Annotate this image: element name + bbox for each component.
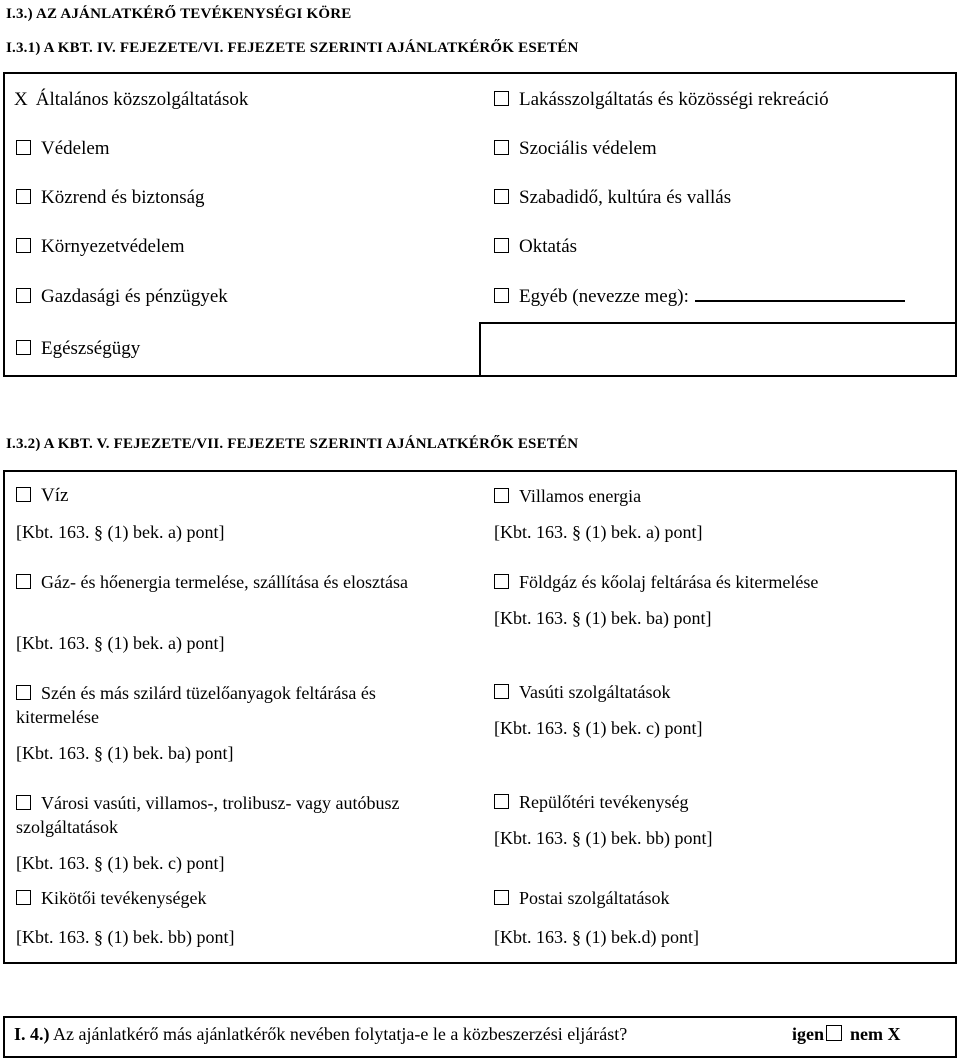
option-electricity[interactable]: Villamos energia	[494, 484, 641, 508]
question-number: I. 4.)	[14, 1024, 50, 1044]
checkbox-icon[interactable]	[16, 890, 31, 905]
section-heading-i3: I.3.) AZ AJÁNLATKÉRŐ TEVÉKENYSÉGI KÖRE	[6, 6, 352, 22]
ref-electricity: [Kbt. 163. § (1) bek. a) pont]	[494, 522, 703, 542]
ref-port-activities: [Kbt. 163. § (1) bek. bb) pont]	[16, 927, 235, 947]
checkbox-icon[interactable]	[494, 288, 509, 303]
checkbox-icon[interactable]	[16, 795, 31, 810]
ref-gas-oil-extraction: [Kbt. 163. § (1) bek. ba) pont]	[494, 608, 712, 628]
option-gas-heat[interactable]: Gáz- és hőenergia termelése, szállítása és elosztása	[16, 570, 456, 594]
option-gas-oil-extraction[interactable]: Földgáz és kőolaj feltárása és kitermelése	[494, 570, 818, 594]
no-checked-x-icon[interactable]: X	[887, 1024, 901, 1044]
checkbox-icon[interactable]	[16, 340, 31, 355]
option-housing-community[interactable]: Lakásszolgáltatás és közösségi rekreáció	[494, 88, 829, 112]
option-airport-activity[interactable]: Repülőtéri tevékenység	[494, 790, 688, 814]
section-heading-i31: I.3.1) A KBT. IV. FEJEZETE/VI. FEJEZETE SZERINTI AJÁNLATKÉRŐK ESETÉN	[6, 40, 579, 56]
yes-label: igen	[792, 1024, 825, 1044]
checkbox-icon[interactable]	[494, 794, 509, 809]
ref-railway-services: [Kbt. 163. § (1) bek. c) pont]	[494, 718, 703, 738]
ref-water: [Kbt. 163. § (1) bek. a) pont]	[16, 522, 225, 542]
ref-coal-solid-fuels: [Kbt. 163. § (1) bek. ba) pont]	[16, 743, 234, 763]
ref-postal-services: [Kbt. 163. § (1) bek.d) pont]	[494, 927, 699, 947]
checkbox-icon[interactable]	[16, 238, 31, 253]
question-i4	[14, 1024, 627, 1045]
checkbox-icon[interactable]	[16, 189, 31, 204]
option-water[interactable]: Víz	[16, 484, 68, 508]
option-education[interactable]: Oktatás	[494, 235, 577, 259]
checkbox-icon[interactable]	[494, 140, 509, 155]
inner-divider-vertical	[479, 322, 481, 377]
checkbox-icon[interactable]	[494, 488, 509, 503]
checkbox-icon[interactable]	[494, 91, 509, 106]
option-postal-services[interactable]: Postai szolgáltatások	[494, 886, 669, 910]
yes-no-answer	[792, 1024, 901, 1045]
option-coal-solid-fuels[interactable]: Szén és más szilárd tüzelőanyagok feltárása és kitermelése	[16, 683, 376, 727]
option-economic-financial[interactable]: Gazdasági és pénzügyek	[16, 285, 228, 309]
checkbox-icon[interactable]	[16, 140, 31, 155]
option-environment[interactable]: Környezetvédelem	[16, 235, 184, 259]
other-blank-line[interactable]	[695, 286, 905, 302]
yes-checkbox-icon[interactable]	[826, 1025, 842, 1041]
option-port-activities[interactable]: Kikötői tevékenységek	[16, 886, 206, 910]
no-label: nem	[850, 1024, 884, 1044]
checked-x-icon: X	[14, 89, 28, 110]
checkbox-icon[interactable]	[494, 189, 509, 204]
option-general-public-services[interactable]: X Általános közszolgáltatások	[14, 89, 249, 110]
checkbox-icon[interactable]	[494, 574, 509, 589]
ref-urban-transport: [Kbt. 163. § (1) bek. c) pont]	[16, 853, 225, 873]
option-health[interactable]: Egészségügy	[16, 337, 140, 361]
option-railway-services[interactable]: Vasúti szolgáltatások	[494, 680, 670, 704]
ref-gas-heat: [Kbt. 163. § (1) bek. a) pont]	[16, 633, 225, 653]
option-public-order[interactable]: Közrend és biztonság	[16, 186, 205, 210]
checkbox-icon[interactable]	[16, 574, 31, 589]
checkbox-icon[interactable]	[494, 890, 509, 905]
option-social-protection[interactable]: Szociális védelem	[494, 137, 657, 161]
option-urban-transport[interactable]: Városi vasúti, villamos-, trolibusz- vagy autóbusz szolgáltatások	[16, 793, 400, 837]
option-other[interactable]: Egyéb (nevezze meg):	[494, 285, 905, 309]
question-text: Az ajánlatkérő más ajánlatkérők nevében folytatja-e le a közbeszerzési eljárást?	[53, 1024, 628, 1044]
checkbox-icon[interactable]	[16, 487, 31, 502]
checkbox-icon[interactable]	[494, 238, 509, 253]
checkbox-icon[interactable]	[16, 288, 31, 303]
inner-divider-horizontal	[479, 322, 957, 324]
checkbox-icon[interactable]	[16, 685, 31, 700]
option-recreation-culture[interactable]: Szabadidő, kultúra és vallás	[494, 186, 731, 210]
ref-airport-activity: [Kbt. 163. § (1) bek. bb) pont]	[494, 828, 713, 848]
option-defense[interactable]: Védelem	[16, 137, 110, 161]
checkbox-icon[interactable]	[494, 684, 509, 699]
section-heading-i32: I.3.2) A KBT. V. FEJEZETE/VII. FEJEZETE SZERINTI AJÁNLATKÉRŐK ESETÉN	[6, 436, 579, 452]
